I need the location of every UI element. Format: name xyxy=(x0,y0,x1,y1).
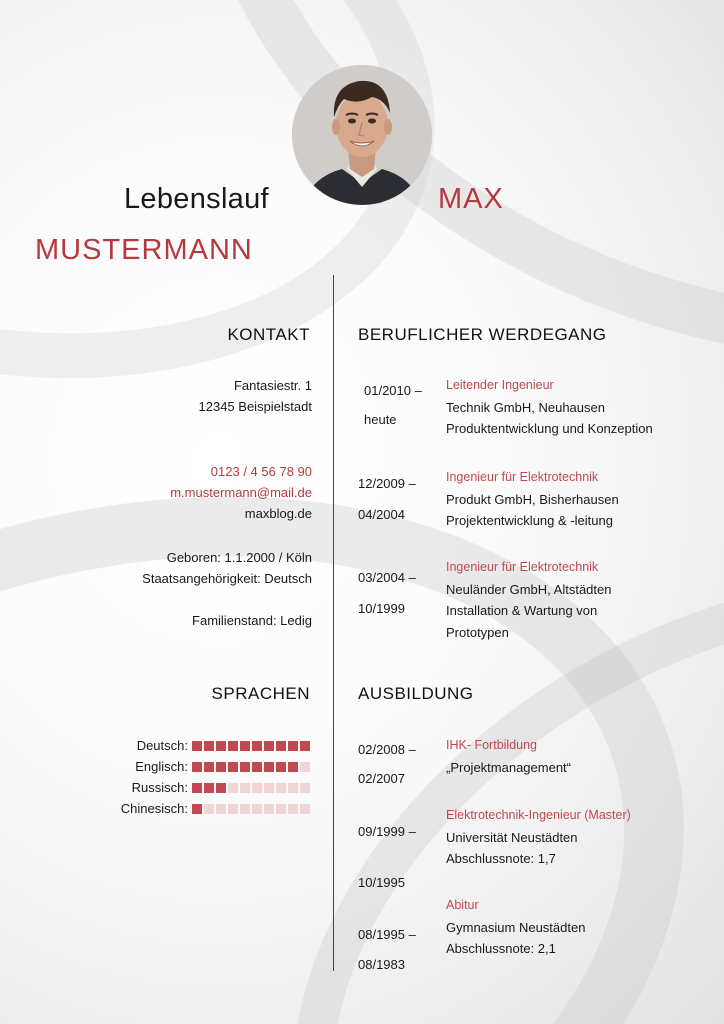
language-level-block xyxy=(228,741,238,751)
career-role-1: Leitender Ingenieur xyxy=(446,378,554,392)
language-level-block xyxy=(264,783,274,793)
education-date-1: 02/2008 – 02/2007 xyxy=(358,742,416,786)
education-role-2: Elektrotechnik-Ingenieur (Master) xyxy=(446,808,631,822)
contact-online xyxy=(170,461,312,524)
language-level-block xyxy=(204,804,214,814)
language-level-block xyxy=(204,741,214,751)
profile-photo xyxy=(292,65,432,205)
language-level-block xyxy=(252,804,262,814)
contact-marital-status: Familienstand: Ledig xyxy=(192,613,312,628)
contact-heading: KONTAKT xyxy=(227,325,310,344)
language-label: Deutsch: xyxy=(136,738,188,753)
language-level-block xyxy=(240,804,250,814)
contact-city: 12345 Beispielstadt xyxy=(198,399,312,414)
language-level-block xyxy=(240,741,250,751)
language-level-block xyxy=(288,762,298,772)
language-level-block xyxy=(276,804,286,814)
contact-born: Geboren: 1.1.2000 / Köln xyxy=(166,550,312,565)
language-level-block xyxy=(216,804,226,814)
education-heading: AUSBILDUNG xyxy=(358,684,474,703)
language-level-block xyxy=(264,762,274,772)
career-entry-2: Ingenieur für Elektrotechnik Produkt GmbH, Bisherhausen Projektentwicklung & -leitung xyxy=(446,467,619,532)
language-level-block xyxy=(192,741,202,751)
contact-website[interactable]: maxblog.de xyxy=(244,506,312,521)
first-name: MAX xyxy=(438,183,504,215)
career-role-2: Ingenieur für Elektrotechnik xyxy=(446,470,599,484)
career-date-3: 03/2004 – 10/1999 xyxy=(358,570,416,616)
education-date-2: 09/1999 – 10/1995 xyxy=(358,824,416,890)
language-level-block xyxy=(228,762,238,772)
contact-email[interactable]: m.mustermann@mail.de xyxy=(170,485,312,500)
language-level-block xyxy=(192,804,202,814)
language-level-block xyxy=(300,741,310,751)
language-level-block xyxy=(288,741,298,751)
language-level-block xyxy=(216,741,226,751)
language-level-block xyxy=(192,783,202,793)
language-level-block xyxy=(228,783,238,793)
language-level-block xyxy=(288,783,298,793)
language-level-block xyxy=(300,804,310,814)
language-level-block xyxy=(216,783,226,793)
language-level-block xyxy=(264,741,274,751)
cv-title: Lebenslauf xyxy=(124,183,269,215)
language-level-block xyxy=(276,783,286,793)
language-level-block xyxy=(300,783,310,793)
career-date-1: 01/2010 – heute xyxy=(364,383,422,427)
contact-marital xyxy=(192,610,312,631)
education-entry-2: Elektrotechnik-Ingenieur (Master) Universität Neustädten Abschlussnote: 1,7 xyxy=(446,805,631,870)
language-level-block xyxy=(192,762,202,772)
language-level-block xyxy=(300,762,310,772)
language-level-block xyxy=(240,783,250,793)
column-divider xyxy=(333,275,334,971)
education-entry-1: IHK- Fortbildung „Projektmanagement“ xyxy=(446,735,571,778)
language-level-block xyxy=(252,741,262,751)
contact-street: Fantasiestr. 1 xyxy=(233,378,312,393)
languages-heading: SPRACHEN xyxy=(211,684,310,703)
career-role-3: Ingenieur für Elektrotechnik xyxy=(446,560,599,574)
language-label: Englisch: xyxy=(135,759,188,774)
language-level-block xyxy=(288,804,298,814)
language-level-bar xyxy=(192,783,310,793)
career-date-2: 12/2009 – 04/2004 xyxy=(358,476,416,522)
language-level-block xyxy=(204,762,214,772)
language-level-block xyxy=(204,783,214,793)
language-label: Russisch: xyxy=(131,780,188,795)
education-role-1: IHK- Fortbildung xyxy=(446,738,538,752)
education-role-3: Abitur xyxy=(446,898,479,912)
career-entry-1: Leitender Ingenieur Technik GmbH, Neuhausen Produktentwicklung und Konzeption xyxy=(446,375,653,440)
language-level-bar xyxy=(192,741,310,751)
education-date-3: 08/1995 – 08/1983 xyxy=(358,927,416,972)
contact-personal xyxy=(142,547,312,589)
language-level-bar xyxy=(192,804,310,814)
language-level-block xyxy=(252,762,262,772)
contact-phone[interactable]: 0123 / 4 56 78 90 xyxy=(210,464,312,479)
career-entry-3: Ingenieur für Elektrotechnik Neuländer GmbH, Altstädten Installation & Wartung von Prototypen xyxy=(446,557,611,643)
contact-address xyxy=(199,375,312,417)
language-level-block xyxy=(276,762,286,772)
education-entry-3: Abitur Gymnasium Neustädten Abschlussnote: 2,1 xyxy=(446,895,585,960)
language-label: Chinesisch: xyxy=(120,801,188,816)
language-level-block xyxy=(264,804,274,814)
career-heading: BERUFLICHER WERDEGANG xyxy=(358,325,607,344)
language-level-bar xyxy=(192,762,310,772)
language-level-block xyxy=(216,762,226,772)
language-level-block xyxy=(276,741,286,751)
contact-nationality: Staatsangehörigkeit: Deutsch xyxy=(142,571,312,586)
last-name: MUSTERMANN xyxy=(35,234,253,266)
language-level-block xyxy=(240,762,250,772)
language-level-block xyxy=(228,804,238,814)
language-level-block xyxy=(252,783,262,793)
